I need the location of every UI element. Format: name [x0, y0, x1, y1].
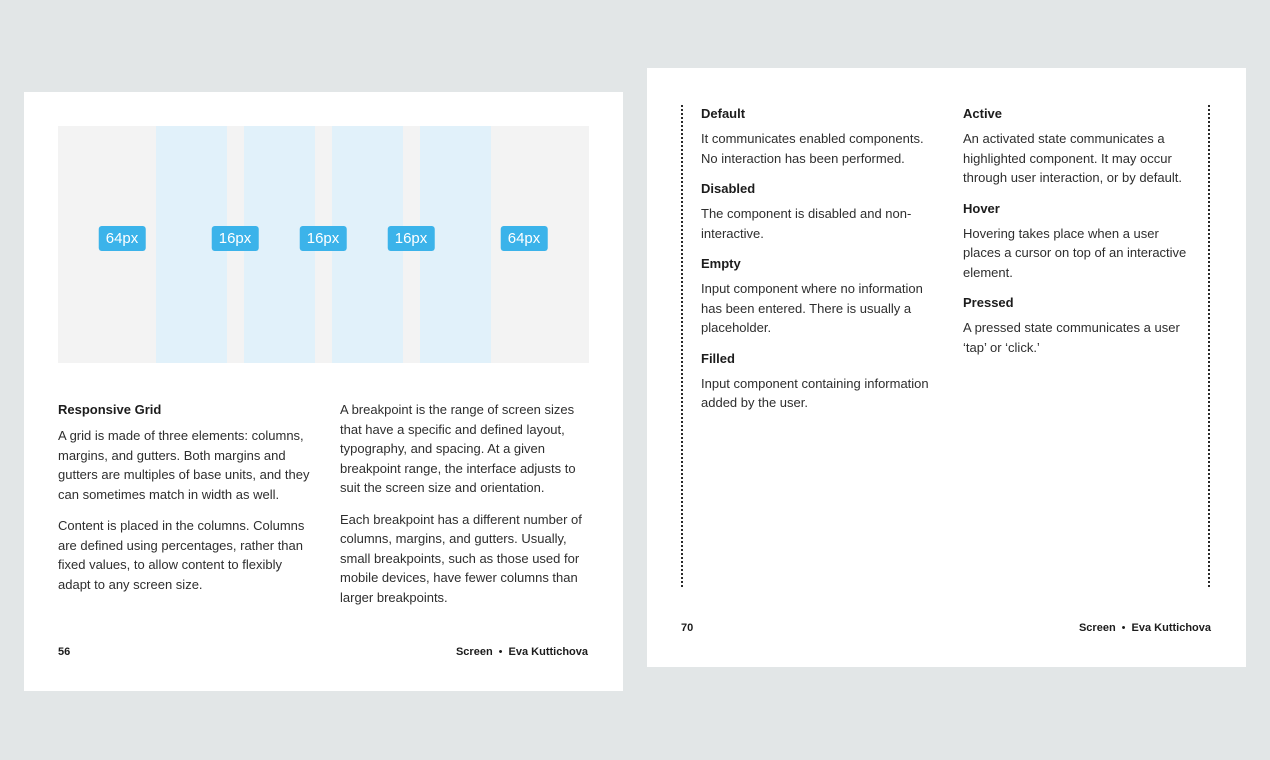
responsive-grid-illustration: [58, 126, 589, 363]
gutter-label: 16px: [212, 226, 259, 251]
footer-separator: •: [498, 646, 503, 658]
state-text: Input component where no information has been entered. There is usually a placeholder.: [701, 281, 923, 335]
footer-author: Eva Kuttichova: [1131, 622, 1211, 634]
state-title: Hover: [963, 200, 1000, 216]
paragraph: Content is placed in the columns. Columns are defined using percentages, rather than fixed values, to allow content to flexibly adapt to any screen size.: [58, 518, 305, 592]
footer-section: Screen: [1078, 622, 1116, 634]
page-footer-credit: [456, 645, 588, 659]
page-footer-credit: [1079, 621, 1211, 635]
text-column-left: [58, 400, 310, 594]
state-text: A pressed state communicates a user ‘tap’ or ‘click.’: [963, 320, 1180, 355]
footer-author: Eva Kuttichova: [508, 646, 588, 658]
book-page-right: [647, 68, 1246, 667]
page-number: 70: [681, 622, 694, 634]
footer-section: Screen: [455, 646, 493, 658]
paragraph: A breakpoint is the range of screen sizes that have a specific and defined layout, typography, and spacing. At a given breakpoint range, the interface adjusts to suit the screen size and orientation.: [340, 402, 576, 495]
state-text: Hovering takes place when a user places a cursor on top of an interactive element.: [963, 225, 1187, 280]
state-title: Filled: [701, 350, 735, 366]
section-heading: Responsive Grid: [58, 402, 162, 417]
state-title: Empty: [701, 256, 741, 271]
gutter-label: 16px: [388, 226, 435, 251]
text-column-right: [340, 400, 592, 607]
state-text: Input component containing information added by the user.: [701, 375, 929, 410]
gutter-label: 16px: [300, 226, 347, 251]
state-title: Default: [701, 106, 746, 121]
page-number: 56: [58, 646, 71, 658]
state-description: [963, 104, 1195, 188]
state-description: [963, 199, 1195, 283]
book-page-left: [24, 92, 623, 691]
state-text: An activated state communicates a highlighted component. It may occur through user interaction, or by default.: [963, 131, 1182, 185]
states-column-left: [701, 104, 933, 424]
margin-label: 64px: [99, 226, 146, 251]
dotted-divider-right: [1208, 105, 1210, 587]
state-title: Pressed: [963, 295, 1014, 310]
state-description: [701, 349, 933, 413]
state-text: It communicates enabled components. No interaction has been performed.: [701, 131, 924, 166]
state-title: Active: [963, 106, 1003, 121]
footer-separator: •: [1121, 622, 1126, 634]
state-description: [963, 293, 1195, 357]
dotted-divider-left: [681, 105, 683, 587]
states-column-right: [963, 104, 1195, 368]
state-text: The component is disabled and non-interactive.: [701, 206, 912, 241]
paragraph: Each breakpoint has a different number of columns, margins, and gutters. Usually, small breakpoints, such as those used for mobile devices, have fewer columns than larger breakpoints.: [340, 511, 582, 605]
paragraph: A grid is made of three elements: columns, margins, and gutters. Both margins and gutters are multiples of base units, and they can sometimes match in width as well.: [58, 428, 310, 502]
state-description: [701, 179, 933, 243]
state-description: [701, 104, 933, 168]
margin-label: 64px: [501, 226, 548, 251]
state-description: [701, 254, 933, 338]
state-title: Disabled: [701, 181, 756, 196]
